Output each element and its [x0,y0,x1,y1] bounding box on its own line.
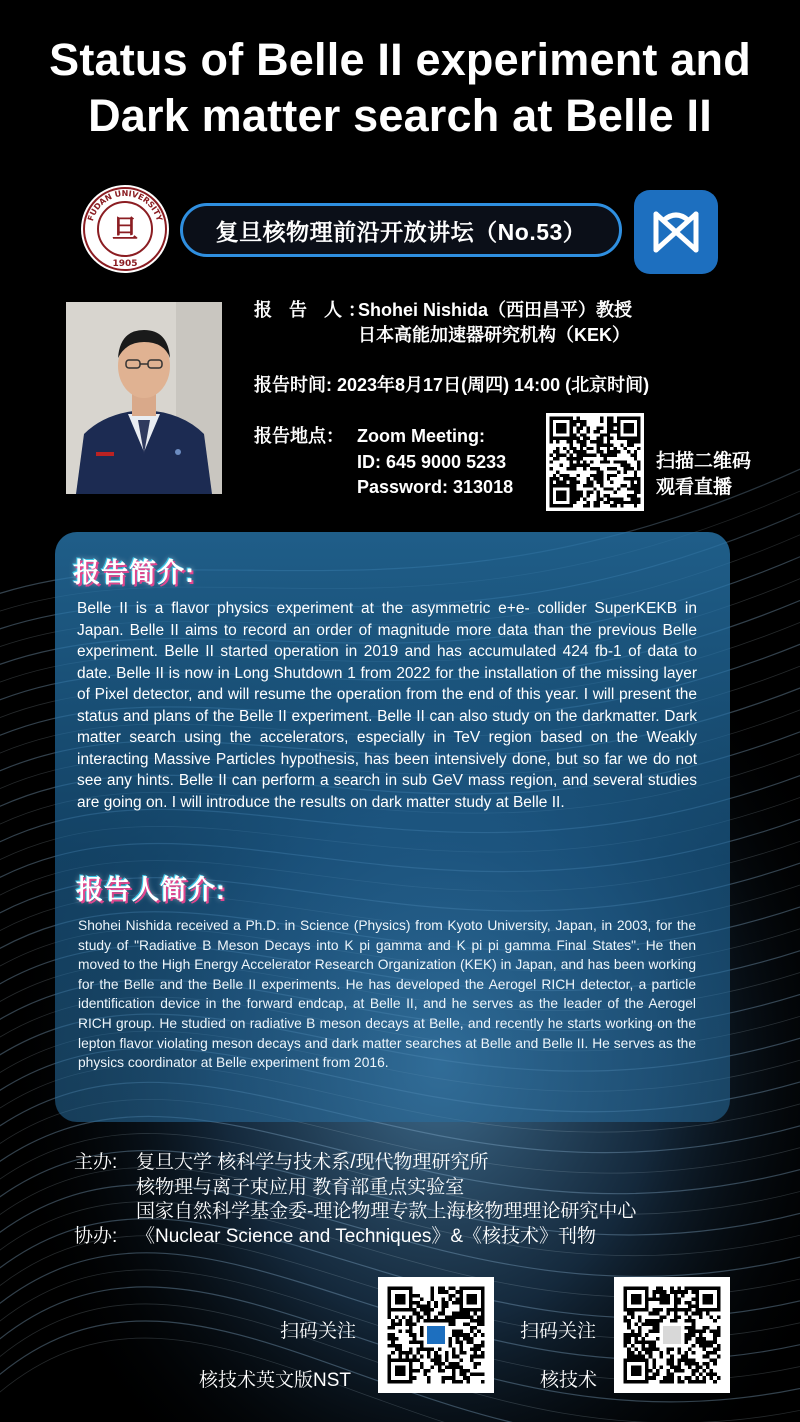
hjs-follow-label: 扫码关注 [520,1321,597,1342]
hjs-account-name: 核技术 [540,1370,598,1391]
title-line-2: Dark matter search at Belle II [88,90,712,141]
host-line-3: 国家自然科学基金委-理论物理专款上海核物理理论研究中心 [136,1201,637,1222]
host-line-1: 复旦大学 核科学与技术系/现代物理研究所 [136,1152,489,1173]
fudan-logo-year: 1905 [112,259,138,269]
host-label: 主办: [74,1152,118,1173]
bio-heading: 报告人简介: [76,875,226,905]
place-label: 报告地点： [254,426,344,446]
fudan-university-logo [80,184,170,274]
speaker-photo [66,302,222,494]
watch-live-label: 观看直播 [656,477,733,498]
host-line-2: 核物理与离子束应用 教育部重点实验室 [136,1177,465,1198]
bio-body: Shohei Nishida received a Ph.D. in Science (Physics) from Kyoto University, Japan, in 2003, for the study of "Radiative B Meson Decays into K pi gamma and K pi pi gamma Final States". He then moved to the High Energy Accelerator Research Organization (KEK) in Japan, and has been working for the Belle and the Belle II experiments. He has developed the Aerogel RICH detector, a particle identification device in the forward endcap, at Belle II, and he serves as the leader of the Aerogel RICH group. He studied on radiative B meson decays at Belle, and recently he starts working on the lepton flavor violating meson decays and dark matter searches at Belle and Belle II. He serves as the physics coordinator at Belle experiment from 2016. [78,918,696,1071]
nst-follow-label: 扫码关注 [280,1321,357,1342]
scan-qr-label: 扫描二维码 [656,451,752,472]
co-organizer-label: 协办: [74,1226,118,1247]
talk-time: 报告时间: 2023年8月17日(周四) 14:00 (北京时间) [254,375,650,395]
speaker-institution: 日本高能加速器研究机构（KEK） [358,325,631,345]
nst-journal-logo [634,190,718,274]
title-line-1: Status of Belle II experiment and [49,34,751,85]
fudan-logo-char: 旦 [111,215,139,245]
nst-qr-code[interactable] [378,1277,494,1393]
co-organizer-line: 《Nuclear Science and Techniques》&《核技术》刊物 [136,1226,597,1247]
poster-title [0,32,800,144]
live-stream-qr-code[interactable] [546,413,644,511]
hjs-qr-code[interactable] [614,1277,730,1393]
nst-account-name: 核技术英文版NST [199,1370,352,1391]
forum-badge [180,203,622,257]
fudan-logo-ring-text: FUDAN UNIVERSITY [86,188,164,223]
forum-title: 复旦核物理前沿开放讲坛（No.53） [215,218,587,245]
zoom-password: Password: 313018 [357,477,514,497]
speaker-name: Shohei Nishida（西田昌平）教授 [358,300,633,320]
abstract-heading: 报告简介: [73,558,195,588]
zoom-meeting-label: Zoom Meeting: [357,426,485,446]
abstract-body: Belle II is a flavor physics experiment at the asymmetric e+e- collider SuperKEKB in Japan. Belle II aims to record an order of magnitude more data than the previous Belle experiment. Belle II started operation in 2019 and has accumulated 424 fb-1 of data to date. Belle II is now in Long Shutdown 1 from 2022 for the installation of the missing layer of Pixel detector, and will resume the operation from the end of this year. I will present the status and plans of the Belle II experiment. Belle II can also study on the darkmatter. Dark matter search using the accelerators, especially in TeV region based on the Weakly interacting Massive Particles hypothesis, has been intensively done, but so far we do not see any hints. Belle II can perform a search in sub GeV mass region, and several studies are going on. I will introduce the results on dark matter study at Belle II. [77,600,697,811]
speaker-label: 报 告 人： [254,300,373,320]
zoom-meeting-id: ID: 645 9000 5233 [357,452,507,472]
